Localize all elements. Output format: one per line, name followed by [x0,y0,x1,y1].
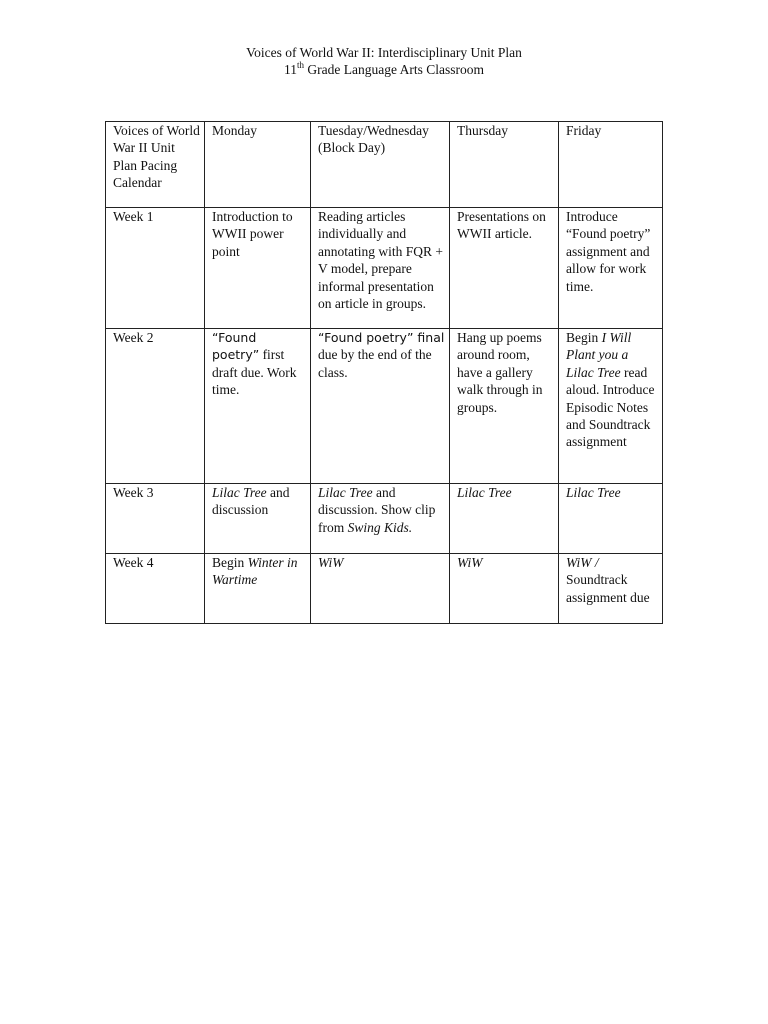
document-subtitle [0,61,768,78]
book-title: I Will Plant you a Lilac Tree [566,330,632,380]
row-label-week-1: Week 1 [106,208,205,329]
table-row [106,484,663,554]
cell-week1-monday: Introduction to WWII power point [205,208,311,329]
cell-week1-tuewed: Reading articles individually and annotating with FQR + V model, prepare informal presentation on article in groups. [311,208,450,329]
column-header-tuesday-wednesday: Tuesday/Wednesday (Block Day) [311,122,450,208]
table-corner-cell: Voices of World War II Unit Plan Pacing Calendar [106,122,205,208]
cell-week4-thursday [450,554,559,624]
pacing-calendar-table [105,121,663,624]
document-header [0,44,768,78]
cell-text: Introduce “Found poetry” assignment and allow for work time. [566,209,651,294]
cell-week3-thursday [450,484,559,554]
book-abbreviation: WiW [457,555,483,570]
book-title: Lilac Tree [457,485,512,500]
book-title: Lilac Tree [318,485,373,500]
book-abbreviation: WiW [318,555,344,570]
row-label-week-2: Week 2 [106,329,205,484]
cell-text: Begin [566,330,602,345]
book-title: Winter in Wartime [212,555,298,588]
book-title: Lilac Tree [566,485,621,500]
cell-week1-friday [559,208,663,329]
cell-week4-monday [205,554,311,624]
cell-week3-tuewed [311,484,450,554]
table-row [106,554,663,624]
cell-week4-friday [559,554,663,624]
column-header-monday: Monday [205,122,311,208]
row-label-week-3: Week 3 [106,484,205,554]
cell-text: Begin [212,555,248,570]
table-header-row [106,122,663,208]
grade-number: 11 [284,62,297,77]
cell-text-emphasis: “Found poetry” [212,330,260,363]
cell-week3-monday [205,484,311,554]
book-abbreviation: WiW / [566,555,599,570]
cell-week1-thursday: Presentations on WWII article. [450,208,559,329]
book-title: Lilac Tree [212,485,267,500]
cell-week4-tuewed [311,554,450,624]
column-header-thursday: Thursday [450,122,559,208]
subtitle-text: Grade Language Arts Classroom [304,62,484,77]
film-title: Swing Kids. [347,519,413,535]
cell-week2-thursday: Hang up poems around room, have a gallery walk through in groups. [450,329,559,484]
cell-text: Soundtrack assignment due [566,572,650,605]
table-row [106,208,663,329]
cell-week2-tuewed [311,329,450,484]
cell-text: first draft due. Work time. [212,347,297,398]
cell-week2-friday [559,329,663,484]
cell-text: and discussion. Show clip from [318,485,436,535]
cell-week3-friday [559,484,663,554]
cell-text-emphasis: “Found poetry” final [318,330,445,345]
document-title: Voices of World War II: Interdisciplinary Unit Plan [246,45,522,60]
cell-text: and discussion [212,485,290,518]
row-label-week-4: Week 4 [106,554,205,624]
grade-ordinal-suffix: th [297,59,305,70]
cell-text: read aloud. Introduce Episodic Notes and Soundtrack assignment [566,364,655,450]
cell-text: due by the end of the class. [318,347,432,380]
cell-week2-monday [205,329,311,484]
column-header-friday: Friday [559,122,663,208]
table-row [106,329,663,484]
